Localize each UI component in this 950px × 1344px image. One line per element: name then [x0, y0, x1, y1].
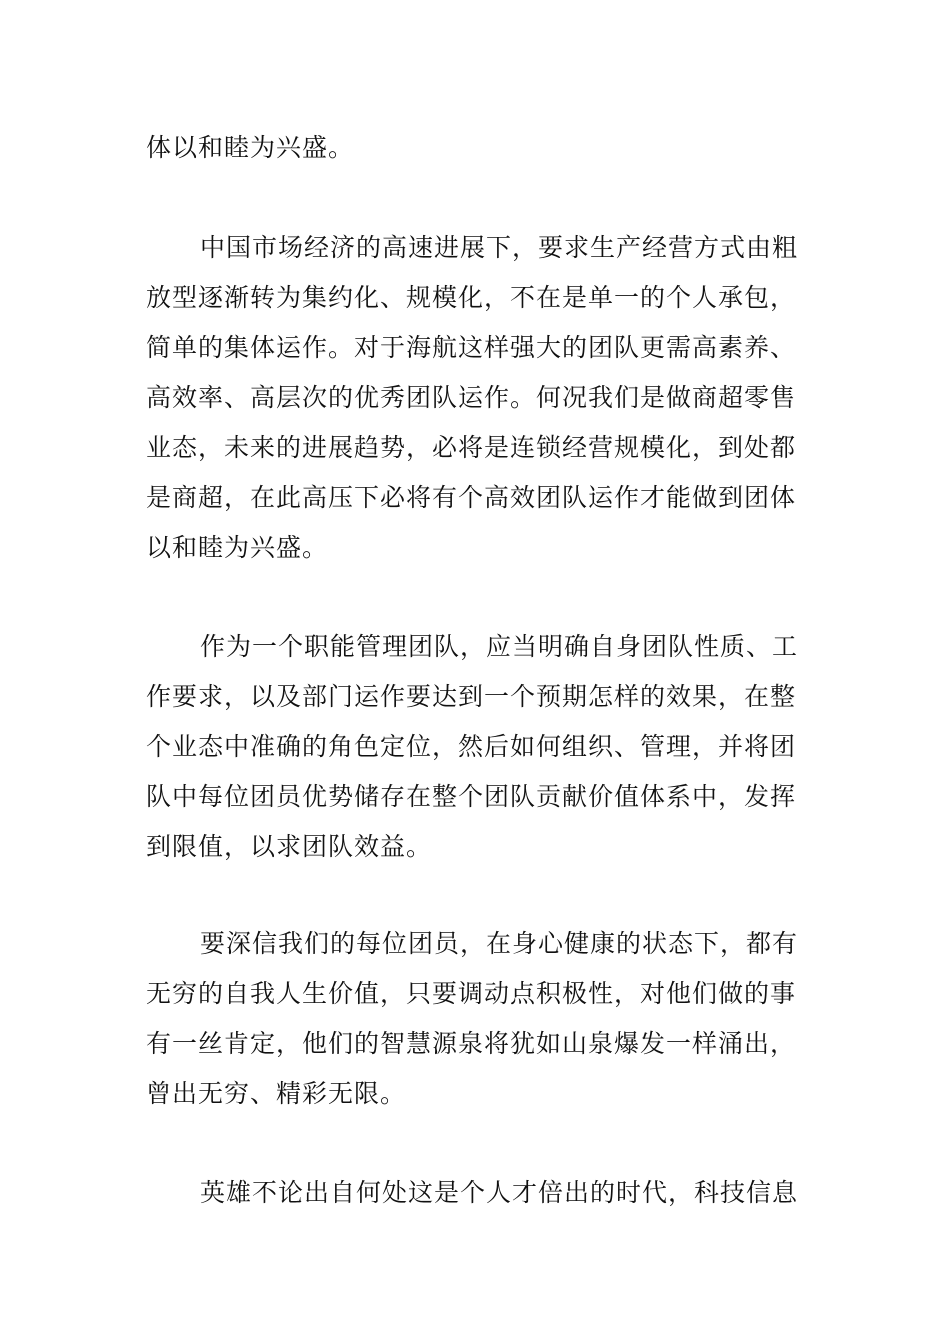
text-line: 高效率、高层次的优秀团队运作。何况我们是做商超零售	[146, 383, 797, 412]
text-line: 业态，未来的进展趋势，必将是连锁经营规模化，到处都	[146, 433, 797, 462]
paragraph-continuation	[146, 123, 810, 173]
text-line: 体以和睦为兴盛。	[146, 133, 355, 162]
text-line: 放型逐渐转为集约化、规模化，不在是单一的个人承包，	[146, 283, 797, 312]
text-line: 是商超，在此高压下必将有个高效团队运作才能做到团体	[146, 483, 797, 512]
text-line: 简单的集体运作。对于海航这样强大的团队更需高素养、	[146, 333, 797, 362]
text-line: 曾出无穷、精彩无限。	[146, 1079, 407, 1108]
text-line: 要深信我们的每位团员，在身心健康的状态下，都有	[200, 929, 799, 958]
text-line: 英雄不论出自何处这是个人才倍出的时代，科技信息	[200, 1178, 799, 1207]
text-line: 作要求，以及部门运作要达到一个预期怎样的效果，在整	[146, 682, 797, 711]
text-line: 有一丝肯定，他们的智慧源泉将犹如山泉爆发一样涌出，	[146, 1029, 797, 1058]
text-line: 个业态中准确的角色定位，然后如何组织、管理，并将团	[146, 732, 797, 761]
paragraph-market-economy	[146, 223, 810, 573]
text-line: 队中每位团员优势储存在整个团队贡献价值体系中，发挥	[146, 782, 797, 811]
text-line: 到限值，以求团队效益。	[146, 832, 433, 861]
text-line: 作为一个职能管理团队，应当明确自身团队性质、工	[200, 632, 799, 661]
text-line: 中国市场经济的高速进展下，要求生产经营方式由粗	[200, 233, 799, 262]
paragraph-team-members	[146, 919, 810, 1119]
paragraph-management-team	[146, 622, 810, 872]
text-line: 无穷的自我人生价值，只要调动点积极性，对他们做的事	[146, 979, 797, 1008]
paragraph-heroes	[146, 1168, 810, 1218]
text-line: 以和睦为兴盛。	[146, 533, 329, 562]
